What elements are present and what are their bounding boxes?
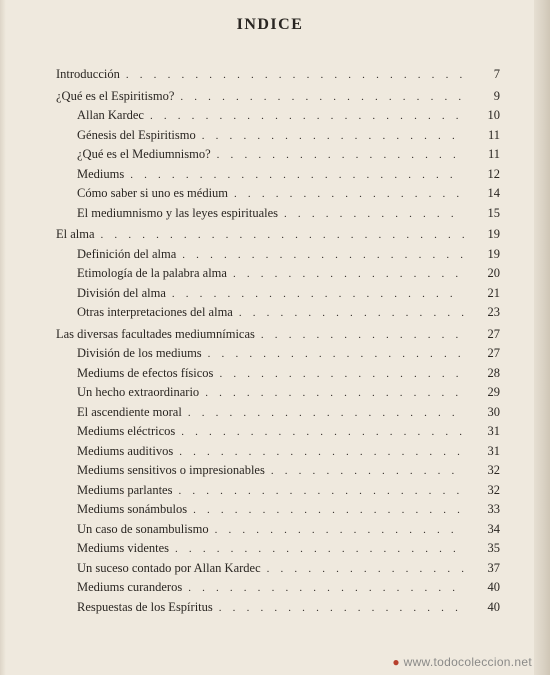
toc-subentry	[56, 600, 500, 620]
toc-subentry	[56, 147, 500, 167]
toc-entry-label: Mediums	[77, 166, 125, 181]
toc-entry-page: 28	[487, 365, 500, 380]
toc-entry-label: Otras interpretaciones del alma	[77, 305, 233, 319]
watermark-prefix: www.	[403, 655, 434, 669]
page-title: INDICE	[236, 16, 304, 33]
toc-subentry	[56, 405, 500, 425]
dot-leader	[101, 229, 464, 241]
dot-leader	[180, 91, 464, 103]
dot-leader	[150, 110, 464, 122]
toc-entry-page: 40	[487, 580, 500, 594]
toc-subentry	[56, 108, 500, 128]
toc-subentry	[56, 424, 500, 444]
dot-leader	[179, 446, 464, 458]
toc-subentry	[56, 167, 500, 187]
toc-subentry	[56, 206, 500, 226]
dot-leader	[233, 268, 464, 280]
toc-subentry	[56, 346, 500, 366]
toc-entry-page: 19	[487, 246, 500, 261]
dot-leader	[126, 69, 464, 81]
toc-entry-label: Las diversas facultades mediumnímicas	[56, 326, 255, 341]
dot-leader	[182, 249, 464, 261]
toc-entry-label: Mediums curanderos	[77, 580, 183, 594]
toc-entry-page: 32	[487, 482, 500, 497]
dot-leader	[172, 288, 464, 300]
watermark	[392, 655, 532, 669]
dot-leader	[205, 387, 464, 399]
toc-entry-label: ¿Qué es el Espiritismo?	[56, 88, 175, 103]
toc-section	[56, 89, 500, 109]
toc-subentry	[56, 541, 500, 561]
toc-entry-page: 30	[487, 404, 500, 419]
dot-leader	[178, 485, 464, 497]
toc-entry-label: Un hecho extraordinario	[77, 385, 200, 399]
toc-entry-page: 27	[487, 326, 500, 341]
dot-leader	[219, 368, 464, 380]
toc-entry-label: El ascendiente moral	[77, 404, 182, 419]
toc-entry-page: 23	[487, 305, 500, 319]
toc-subentry	[56, 580, 500, 600]
toc-subentry	[56, 385, 500, 405]
toc-entry-label: Introducción	[56, 67, 120, 81]
toc-entry-label: Etimología de la palabra alma	[77, 266, 227, 280]
toc-entry-label: Mediums videntes	[77, 541, 170, 555]
toc-entry-page: 29	[487, 385, 500, 399]
toc-entry-page: 35	[487, 541, 500, 555]
toc-entry-page: 19	[487, 227, 500, 241]
toc-entry-label: División de los mediums	[77, 346, 202, 360]
toc-subentry	[56, 483, 500, 503]
dot-leader	[234, 188, 464, 200]
toc-entry	[56, 67, 500, 87]
page-left-edge	[0, 0, 6, 675]
dot-leader	[217, 149, 464, 161]
toc-entry-label: ¿Qué es el Mediumnismo?	[77, 147, 211, 161]
toc-subentry	[56, 128, 500, 148]
toc-subentry	[56, 463, 500, 483]
toc-entry-label: El mediumnismo y las leyes espirituales	[77, 205, 279, 220]
dot-leader	[202, 130, 464, 142]
toc-entry-page: 31	[487, 424, 500, 438]
dot-leader	[193, 504, 464, 516]
dot-leader	[188, 407, 464, 419]
toc-entry-page: 7	[493, 67, 500, 81]
dot-leader	[271, 465, 464, 477]
toc-entry-page: 9	[493, 88, 500, 103]
toc-entry-label: Un caso de sonambulismo	[77, 521, 209, 536]
toc-entry-label: División del alma	[77, 285, 166, 300]
toc-entry-label: Mediums parlantes	[77, 482, 173, 497]
toc-entry-label: Respuestas de los Espíritus	[77, 599, 213, 614]
toc-entry-label: Un suceso contado por Allan Kardec	[77, 560, 261, 575]
toc-entry-page: 15	[487, 205, 500, 220]
toc-entry-page: 20	[487, 266, 500, 280]
toc-section	[56, 327, 500, 347]
toc-section	[56, 227, 500, 247]
watermark-suffix: .net	[510, 655, 532, 669]
dot-leader	[215, 524, 464, 536]
toc-entry-label: Mediums auditivos	[77, 443, 174, 458]
dot-leader	[267, 563, 464, 575]
toc-entry-label: Mediums sensitivos o impresionables	[77, 463, 265, 477]
dot-leader	[219, 602, 464, 614]
toc-subentry	[56, 522, 500, 542]
toc-entry-page: 34	[487, 521, 500, 536]
toc-subentry	[56, 266, 500, 286]
toc-subentry	[56, 502, 500, 522]
toc-subentry	[56, 186, 500, 206]
toc-entry-page: 33	[487, 502, 500, 516]
toc-subentry	[56, 286, 500, 306]
toc-entry-page: 21	[487, 285, 500, 300]
toc-entry-label: Mediums eléctricos	[77, 424, 176, 438]
toc-entry-label: Allan Kardec	[77, 108, 144, 122]
table-of-contents	[56, 67, 500, 619]
dot-leader	[261, 329, 464, 341]
toc-entry-label: Cómo saber si uno es médium	[77, 186, 229, 200]
dot-leader	[239, 307, 464, 319]
watermark-brand: todocoleccion	[433, 655, 511, 669]
dot-leader	[284, 208, 464, 220]
toc-entry-label: Génesis del Espiritismo	[77, 127, 196, 142]
toc-entry-page: 37	[487, 560, 500, 575]
toc-entry-label: El alma	[56, 227, 95, 241]
toc-subentry	[56, 561, 500, 581]
dot-leader	[130, 169, 464, 181]
toc-entry-page: 32	[487, 463, 500, 477]
toc-subentry	[56, 247, 500, 267]
toc-entry-page: 27	[487, 346, 500, 360]
dot-leader	[181, 426, 464, 438]
toc-subentry	[56, 305, 500, 325]
toc-entry-label: Mediums sonámbulos	[77, 502, 188, 516]
watermark-dot-icon: ●	[392, 655, 400, 669]
toc-subentry	[56, 444, 500, 464]
toc-entry-label: Definición del alma	[77, 246, 177, 261]
dot-leader	[175, 543, 464, 555]
toc-entry-page: 14	[487, 186, 500, 200]
toc-entry-page: 40	[487, 599, 500, 614]
toc-entry-page: 12	[487, 166, 500, 181]
toc-entry-label: Mediums de efectos físicos	[77, 365, 214, 380]
dot-leader	[208, 348, 464, 360]
page-right-edge	[534, 0, 550, 675]
toc-entry-page: 31	[487, 443, 500, 458]
toc-entry-page: 10	[487, 108, 500, 122]
toc-subentry	[56, 366, 500, 386]
toc-entry-page: 11	[487, 147, 500, 161]
dot-leader	[188, 582, 464, 594]
toc-entry-page: 11	[487, 127, 500, 142]
